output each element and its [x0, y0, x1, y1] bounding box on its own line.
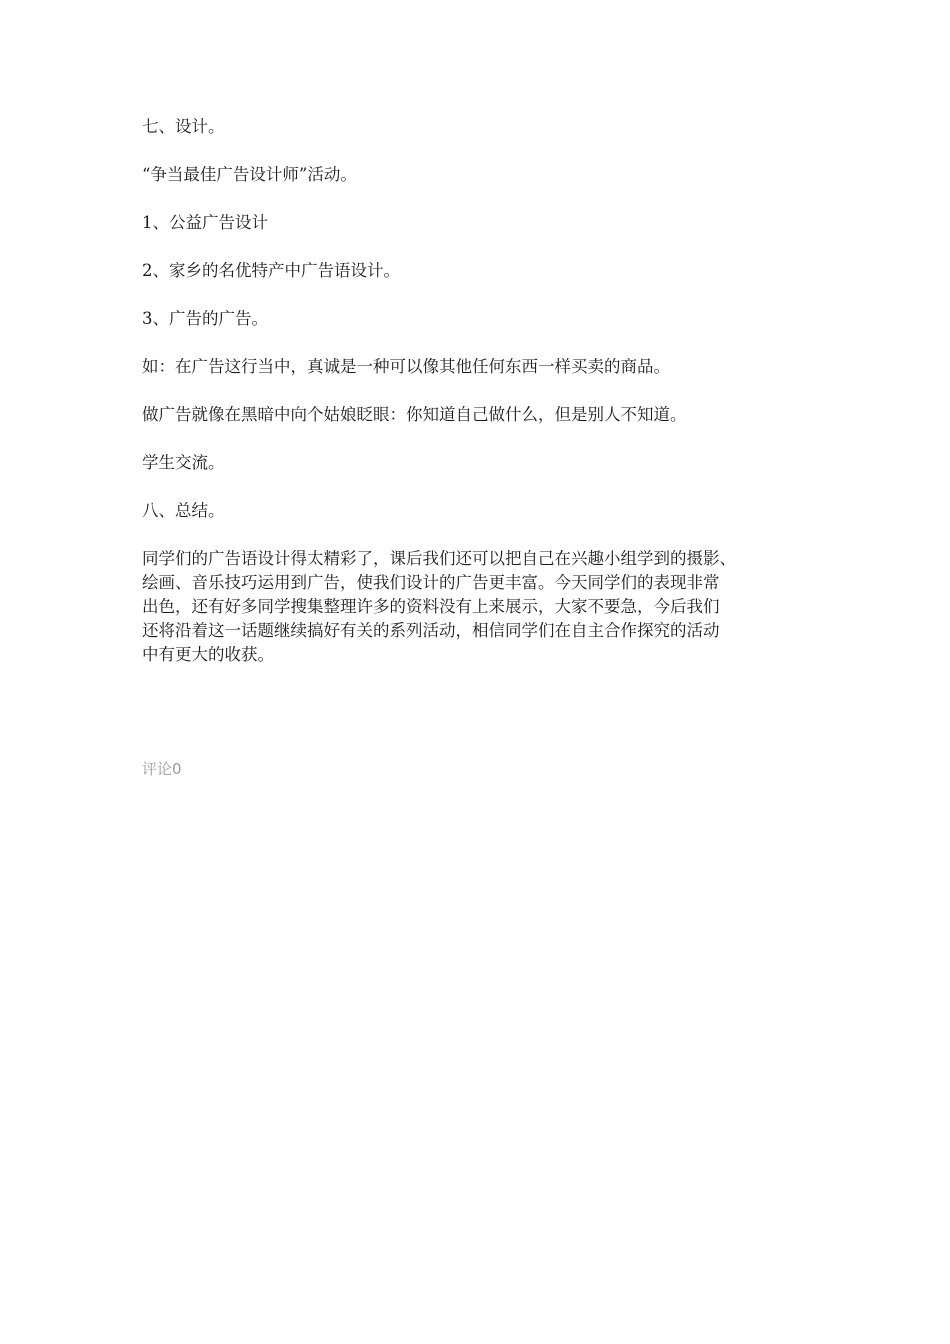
- comment-count-link[interactable]: [142, 758, 182, 780]
- section-heading-summary: 八、总结。: [142, 501, 225, 520]
- summary-line: 出色，还有好多同学搜集整理许多的资料没有上来展示，大家不要急，今后我们: [142, 597, 720, 616]
- example-quote: 做广告就像在黑暗中向个姑娘眨眼：你知道自己做什么，但是别人不知道。: [142, 405, 687, 424]
- comment-count: 0: [172, 760, 182, 778]
- list-item: 1、公益广告设计: [142, 213, 268, 232]
- list-item: 3、广告的广告。: [142, 309, 268, 328]
- list-item: 2、家乡的名优特产中广告语设计。: [142, 261, 400, 280]
- paragraph: 学生交流。: [142, 453, 225, 472]
- comment-label: 评论: [142, 760, 173, 778]
- section-heading-design: 七、设计。: [142, 117, 225, 136]
- summary-line: 同学们的广告语设计得太精彩了，课后我们还可以把自己在兴趣小组学到的摄影、: [142, 549, 736, 568]
- summary-line: 绘画、音乐技巧运用到广告，使我们设计的广告更丰富。今天同学们的表现非常: [142, 573, 720, 592]
- summary-line: 还将沿着这一话题继续搞好有关的系列活动，相信同学们在自主合作探究的活动: [142, 621, 720, 640]
- example-quote: 如：在广告这行当中，真诚是一种可以像其他任何东西一样买卖的商品。: [142, 357, 670, 376]
- activity-title: “争当最佳广告设计师”活动。: [142, 165, 357, 184]
- summary-line: 中有更大的收获。: [142, 645, 274, 664]
